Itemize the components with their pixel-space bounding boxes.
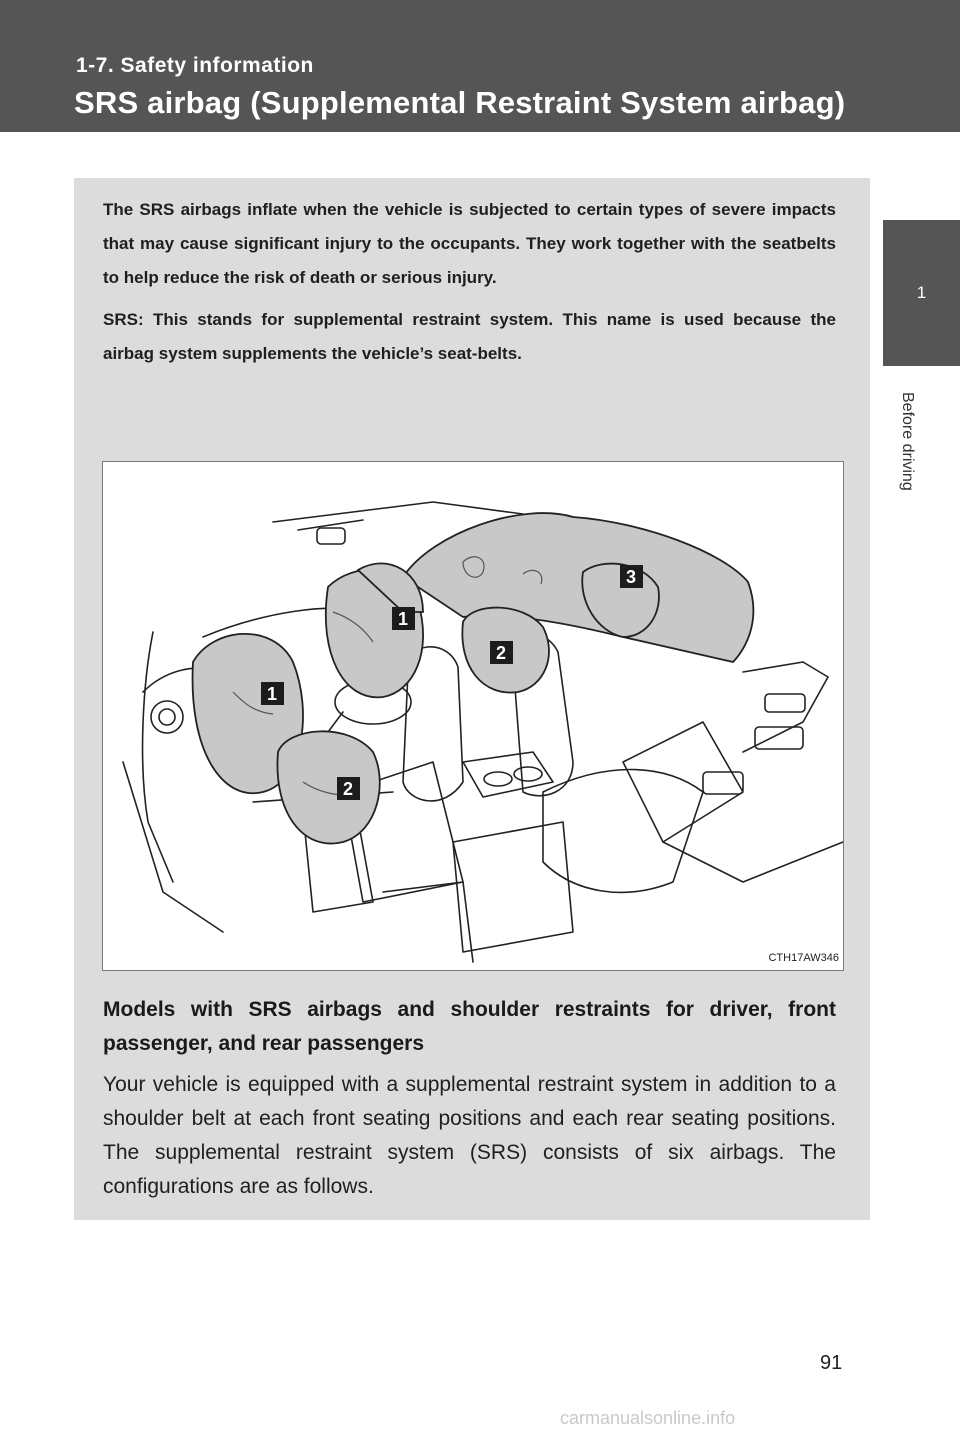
page-title: SRS airbag (Supplemental Restraint System airbag) <box>74 85 846 120</box>
section-heading: Models with SRS airbags and shoulder restraints for driver, front passenger, and rear passengers <box>103 998 836 1055</box>
callout-3 <box>620 565 643 588</box>
page-number: 91 <box>820 1352 843 1374</box>
chapter-tab-number[interactable]: 1 <box>883 220 960 366</box>
callout-2-upper <box>490 641 513 664</box>
intro-text <box>103 193 836 379</box>
chapter-tab-label-text: Before driving <box>899 392 916 491</box>
section-label: 1-7. Safety information <box>76 54 314 77</box>
section-body: Your vehicle is equipped with a supplemental restraint system in addition to a shoulder belt at each front seating positions and each rear seating positions. The supplemental restraint system (SRS) consists of six airbags. The configurations are as follows. <box>103 1073 836 1198</box>
callout-1-lower-label: 1 <box>267 684 278 704</box>
watermark: carmanualsonline.info <box>560 1408 736 1428</box>
chapter-tab-label <box>892 392 922 532</box>
callout-2-lower-label: 2 <box>343 779 354 799</box>
airbag-shapes <box>193 513 754 843</box>
callout-2-upper-label: 2 <box>496 643 507 663</box>
intro-paragraph-2: SRS: This stands for supplemental restraint system. This name is used because the airbag system supplements the vehicle’s seat-belts. <box>103 310 836 363</box>
intro-paragraph-1: The SRS airbags inflate when the vehicle is subjected to certain types of severe impacts that may cause significant injury to the occupants. They work together with the seatbelts to help reduce the risk of death or serious injury. <box>103 200 836 287</box>
figure-code: CTH17AW346 <box>768 952 839 964</box>
airbag-illustration <box>102 461 844 971</box>
page-header <box>0 0 960 132</box>
callout-3-label: 3 <box>626 567 637 587</box>
callout-2-lower <box>337 777 360 800</box>
callout-1-upper-label: 1 <box>398 609 409 629</box>
callout-1-upper <box>392 607 415 630</box>
car-interior-drawing <box>103 462 843 970</box>
callout-1-lower <box>261 682 284 705</box>
